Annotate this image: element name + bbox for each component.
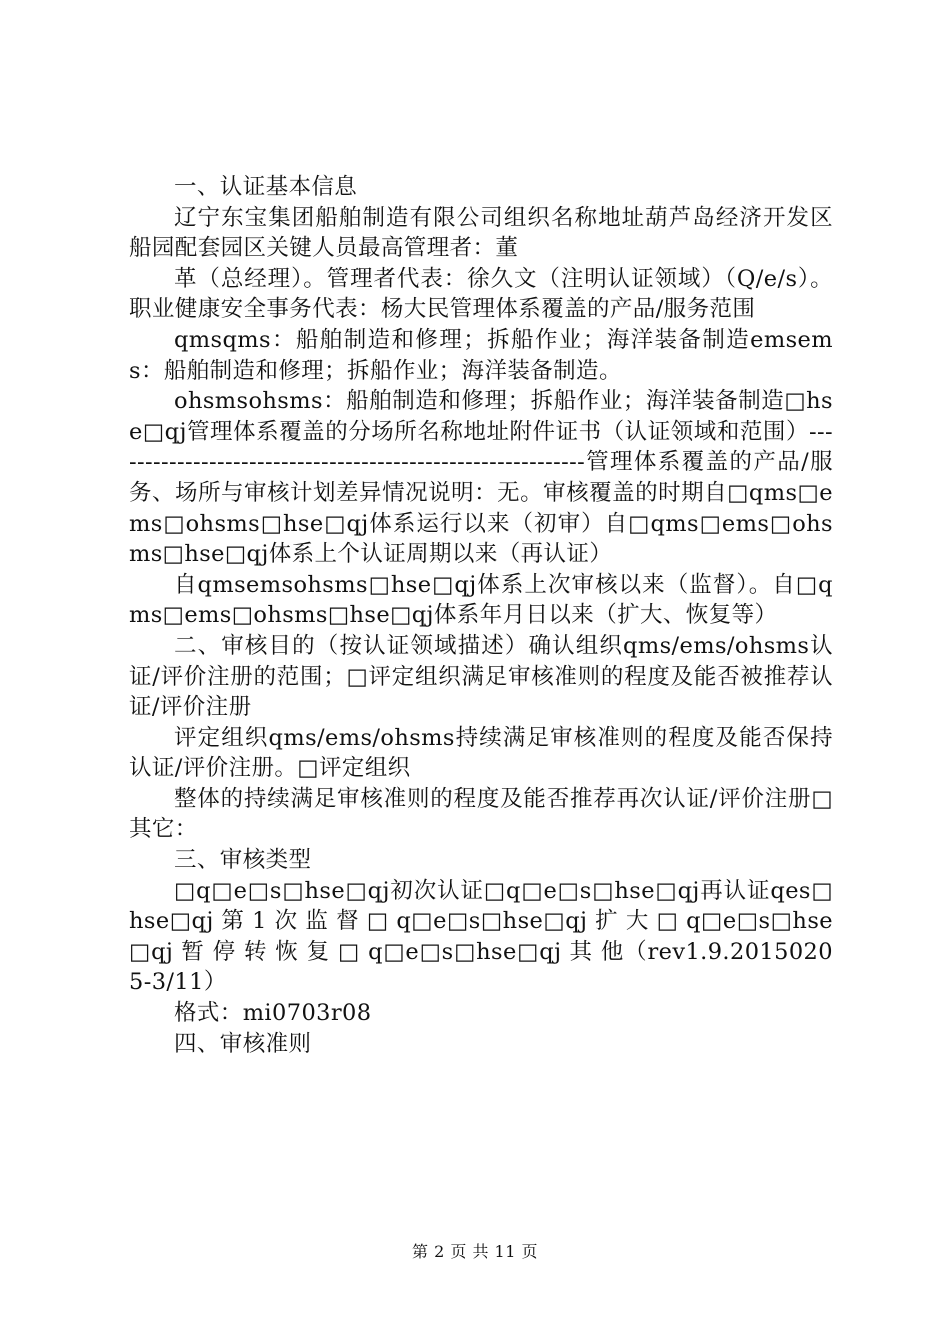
paragraph-qms-ems-scope: qmsqms：船舶制造和修理；拆船作业；海洋装备制造emsems：船舶制造和修理；拆船作业；海洋装备制造。 — [129, 326, 833, 384]
paragraph-audit-period: 自qmsemsohsms□hse□qj体系上次审核以来（监督）。自□qms□ems□ohsms□hse□qj体系年月日以来（扩大、恢复等） — [129, 571, 833, 629]
document-body — [129, 172, 833, 1059]
page-footer — [0, 1242, 950, 1262]
paragraph-format-code: 格式：mi0703r08 — [174, 1000, 372, 1027]
section-heading-audit-purpose: 二、审核目的（按认证领域描述）确认组织qms/ems/ohsms认证/评价注册的范围；□评定组织满足审核准则的程度及能否被推荐认证/评价注册 — [129, 632, 833, 721]
paragraph-audit-type-options: □q□e□s□hse□qj初次认证□q□e□s□hse□qj再认证qes□hse□qj 第 1 次 监 督 □ q□e□s□hse□qj 扩 大 □ q□e□s□hse□qj 暂 停 转 恢 复 □ q□e□s□hse□qj 其 他（rev1.9.20150205-3/11） — [129, 877, 833, 996]
section-heading-audit-criteria: 四、审核准则 — [174, 1030, 312, 1057]
paragraph-evaluate-continuation: 评定组织qms/ems/ohsms持续满足审核准则的程度及能否保持认证/评价注册。□评定组织 — [129, 724, 833, 782]
paragraph-organization: 辽宁东宝集团船舶制造有限公司组织名称地址葫芦岛经济开发区船园配套园区关键人员最高管理者：董 — [129, 204, 833, 262]
section-heading-audit-type: 三、审核类型 — [174, 847, 312, 874]
paragraph-evaluate-overall: 整体的持续满足审核准则的程度及能否推荐再次认证/评价注册□其它： — [129, 785, 833, 843]
section-heading-basic-info: 一、认证基本信息 — [174, 174, 358, 200]
paragraph-management: 革（总经理）。管理者代表：徐久文（注明认证领域）（Q/e/s）。职业健康安全事务代表：杨大民管理体系覆盖的产品/服务范围 — [129, 265, 833, 323]
page-number: 第 2 页 共 11 页 — [412, 1242, 538, 1261]
paragraph-ohsms-scope: ohsmsohsms：船舶制造和修理；拆船作业；海洋装备制造□hse□qj管理体系覆盖的分场所名称地址附件证书（认证领域和范围）------------------------------------------------------------管理体系覆盖的产品/服务、场所与审核计划差异情况说明：无。审核覆盖的时期自□qms□ems□ohsms□hse□qj体系运行以来（初审）自□qms□ems□ohsms□hse□qj体系上个认证周期以来（再认证） — [129, 388, 833, 568]
